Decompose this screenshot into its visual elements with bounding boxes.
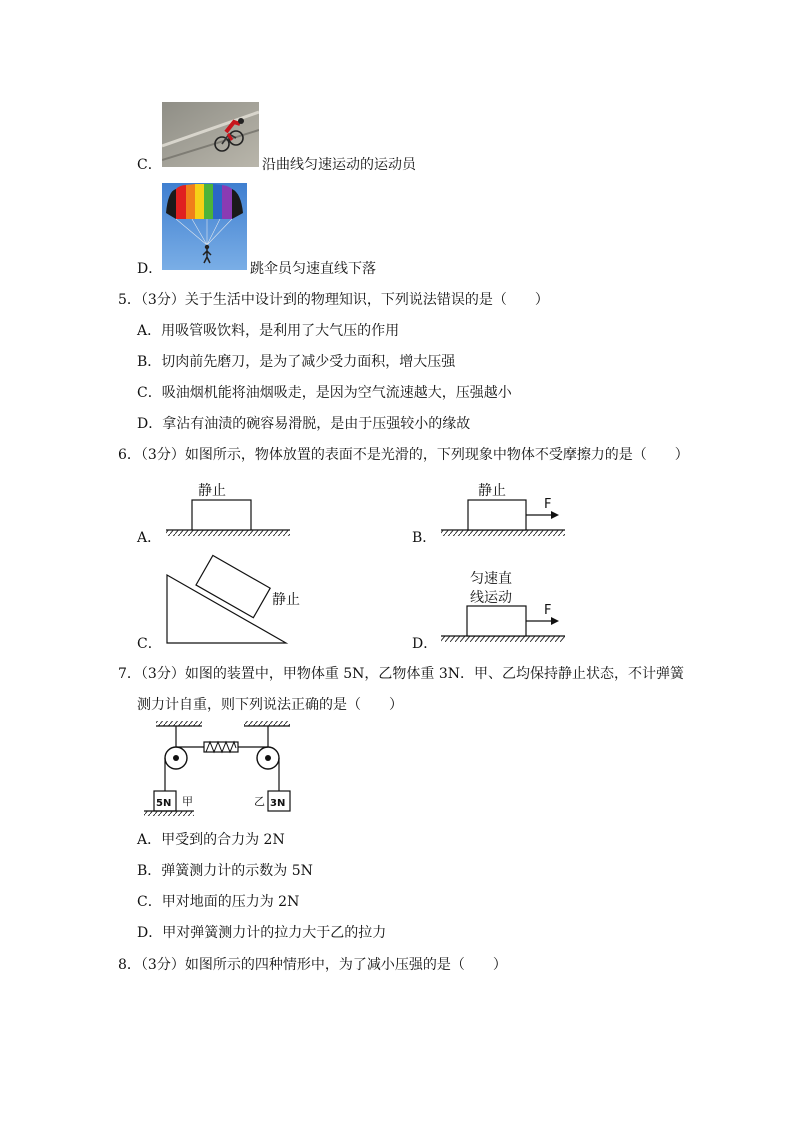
diagram-a-block-at-rest [166, 483, 290, 536]
label-a: 静止 [198, 483, 226, 499]
left-pulley [165, 747, 187, 769]
question-stem-line1: 7．（3分）如图的装置中，甲物体重 5N，乙物体重 3N．甲、乙均保持静止状态，不计弹簧 [118, 666, 685, 682]
option-letter-b: B． [412, 530, 437, 546]
right-pulley [257, 747, 279, 769]
option-letter: D． [137, 261, 163, 277]
weight-jia-name: 甲 [182, 795, 193, 808]
option-letter-c: C． [137, 636, 162, 652]
option-c: C．吸油烟机能将油烟吸走，是因为空气流速越大，压强越小 [137, 385, 512, 401]
spring-scale [204, 742, 238, 752]
weight-yi-value: 3N [270, 798, 286, 809]
pulley-spring-scale-diagram [140, 718, 300, 820]
option-a: A．甲受到的合力为 2N [137, 832, 285, 848]
label-d-line1: 匀速直 [470, 571, 512, 587]
right-ceiling [244, 721, 290, 726]
question-stem-line2: 测力计自重，则下列说法正确的是（ ） [137, 697, 403, 713]
option-letter-d: D． [412, 636, 438, 652]
option-b: B．弹簧测力计的示数为 5N [137, 863, 313, 879]
weight-yi [254, 791, 290, 811]
option-a: A．用吸管吸饮料，是利用了大气压的作用 [137, 323, 400, 339]
option-text: 跳伞员匀速直线下落 [250, 261, 376, 277]
ground [144, 811, 194, 816]
option-letter: C． [137, 157, 162, 173]
weight-jia-value: 5N [156, 798, 172, 809]
label-d-line2: 线运动 [470, 590, 512, 606]
option-d: D．拿沾有油渍的碗容易滑脱，是由于压强较小的缘故 [137, 416, 471, 432]
diagram-d-block-uniform-motion [441, 570, 565, 642]
force-arrow [551, 617, 559, 625]
force-arrow [551, 511, 559, 519]
option-d: D．甲对弹簧测力计的拉力大于乙的拉力 [137, 925, 387, 941]
weight-yi-name: 乙 [254, 795, 265, 808]
option-text: 沿曲线匀速运动的运动员 [262, 157, 416, 173]
question-stem: 8．（3分）如图所示的四种情形中，为了减小压强的是（ ） [118, 957, 507, 973]
left-ceiling [156, 721, 202, 726]
label-b: 静止 [478, 483, 506, 499]
option-b: B．切肉前先磨刀，是为了减少受力面积，增大压强 [137, 354, 456, 370]
diagram-c-block-on-incline [167, 555, 300, 643]
question-stem: 6．（3分）如图所示，物体放置的表面不是光滑的，下列现象中物体不受摩擦力的是（ ） [118, 447, 689, 463]
question-stem: 5．（3分）关于生活中设计到的物理知识，下列说法错误的是（ ） [118, 292, 549, 308]
weight-jia [154, 791, 193, 811]
option-letter-a: A． [137, 530, 162, 546]
force-label-b: F [544, 497, 552, 512]
diagram-b-block-with-force [441, 483, 565, 536]
option-c: C．甲对地面的压力为 2N [137, 894, 300, 910]
force-label-d: F [544, 603, 552, 618]
label-c: 静止 [272, 592, 300, 608]
